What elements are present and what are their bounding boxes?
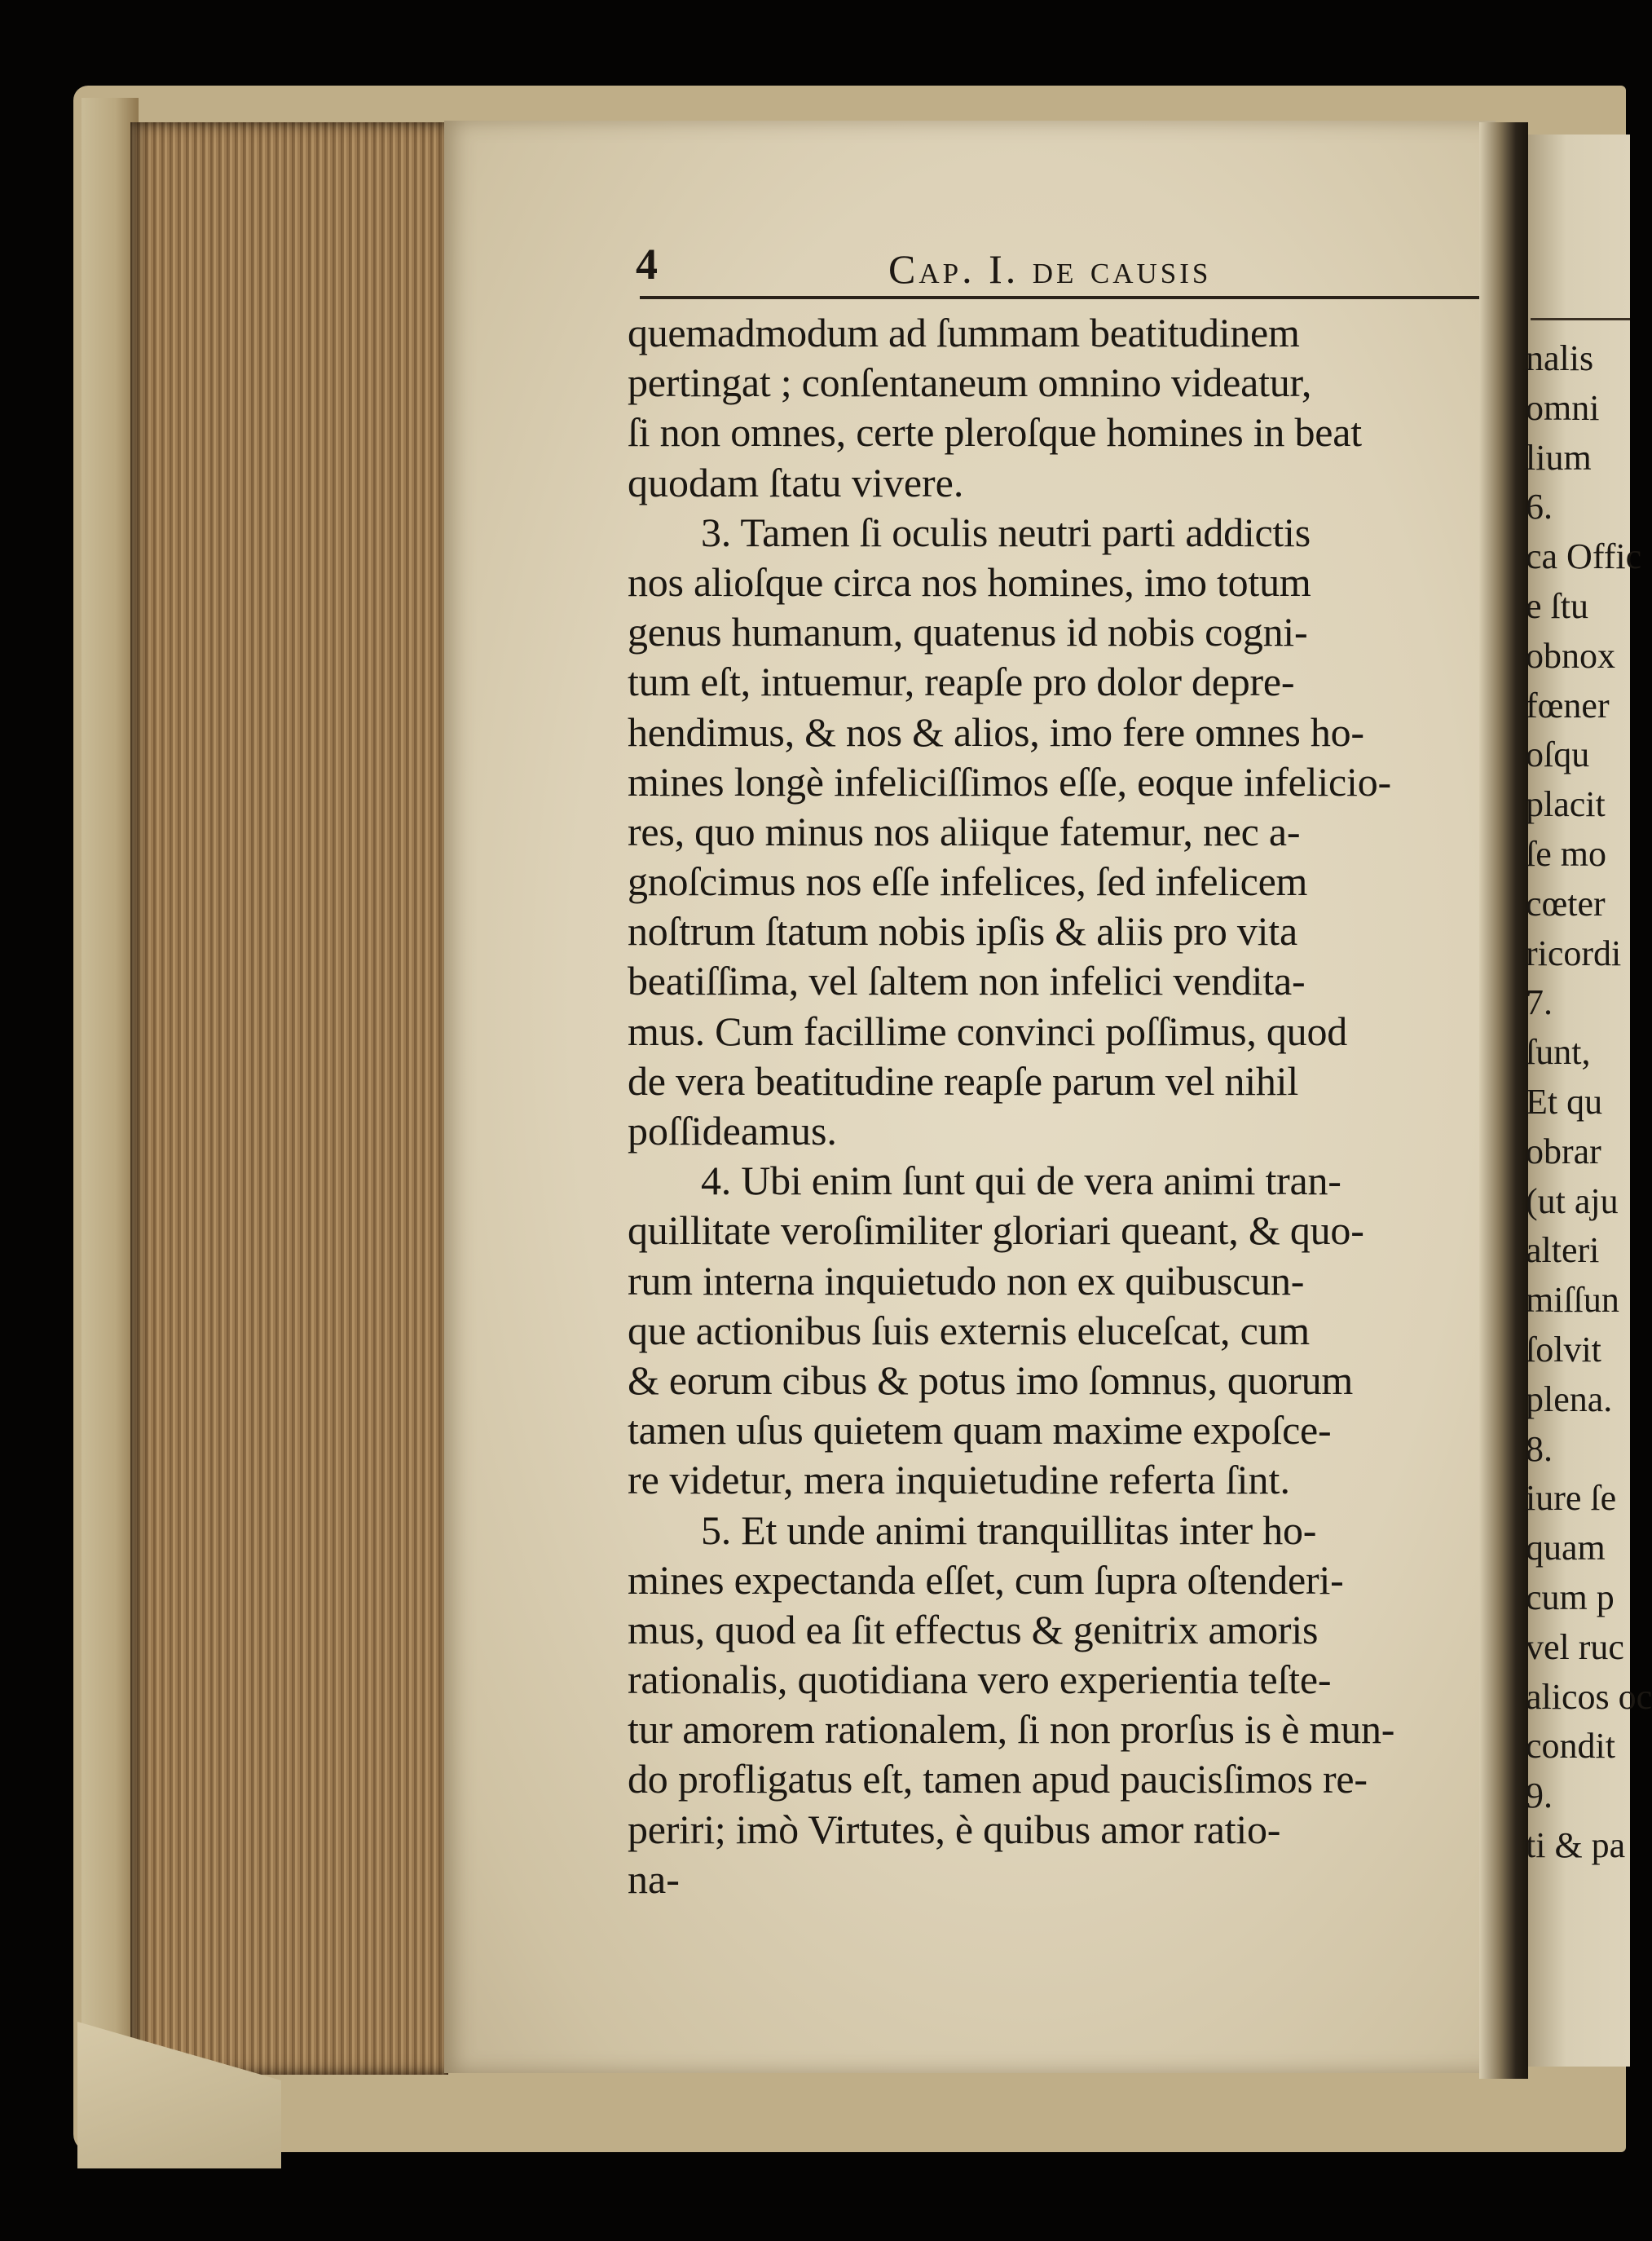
text-line: mines longè infeliciſſimos eſſe, eoque infelicio- xyxy=(628,758,1391,805)
text-line: do profligatus eſt, tamen apud paucisſimos re- xyxy=(628,1756,1368,1802)
text-line: pertingat ; conſentaneum omnino videatur, xyxy=(628,360,1312,406)
right-page-line: ricordi xyxy=(1526,933,1622,973)
header-rule xyxy=(640,296,1479,299)
text-line: tum eſt, intuemur, reapſe pro dolor depre- xyxy=(628,659,1295,705)
text-line: mines expectanda eſſet, cum ſupra oſtenderi- xyxy=(628,1556,1344,1603)
page-header xyxy=(636,239,1479,300)
text-line: mus, quod ea ſit effectus & genitrix amoris xyxy=(628,1606,1319,1652)
right-page-line: condit xyxy=(1526,1726,1615,1767)
right-page-line: placit xyxy=(1526,784,1606,825)
right-page-line: lium xyxy=(1526,437,1592,478)
right-page-line: alteri xyxy=(1526,1230,1600,1271)
right-page-line: ſolvit xyxy=(1526,1329,1601,1370)
right-page-line: 9. xyxy=(1526,1776,1553,1816)
right-page-line: obrar xyxy=(1526,1131,1601,1171)
text-line: quodam ſtatu vivere. xyxy=(628,459,964,505)
right-page-line: alicos oc xyxy=(1526,1676,1652,1717)
right-page-line: omni xyxy=(1526,387,1600,428)
right-page-line: vel ruc xyxy=(1526,1626,1624,1667)
text-line: mus. Cum facillime convinci poſſimus, quod xyxy=(628,1008,1347,1054)
text-line: 3. Tamen ſi oculis neutri parti addictis xyxy=(701,509,1311,555)
text-line: 5. Et unde animi tranquillitas inter ho- xyxy=(701,1506,1317,1553)
right-page-line: 7. xyxy=(1526,982,1553,1023)
page-edges-stack xyxy=(130,122,448,2075)
text-line: gnoſcimus nos eſſe infelices, ſed infelicem xyxy=(628,858,1308,905)
text-line: genus humanum, quatenus id nobis cogni- xyxy=(628,609,1308,655)
right-page-rule xyxy=(1531,318,1630,320)
right-page-line: 6. xyxy=(1526,487,1553,527)
text-line: beatiſſima, vel ſaltem non infelici vendita- xyxy=(628,958,1306,1004)
text-line: hendimus, & nos & alios, imo fere omnes ho- xyxy=(628,708,1364,755)
right-page-line: miſſun xyxy=(1526,1280,1619,1321)
text-line: nos alioſque circa nos homines, imo totum xyxy=(628,558,1311,605)
text-line: quemadmodum ad ſummam beatitudinem xyxy=(628,310,1300,355)
text-line: & eorum cibus & potus imo ſomnus, quorum xyxy=(628,1357,1353,1403)
right-page-line: fœner xyxy=(1526,685,1610,726)
text-line: que actionibus ſuis externis eluceſcat, cum xyxy=(628,1307,1310,1353)
right-page-line: ti & pa xyxy=(1526,1824,1626,1865)
right-page-line: cœter xyxy=(1526,883,1606,924)
text-line: 4. Ubi enim ſunt qui de vera animi tran- xyxy=(701,1158,1341,1204)
text-line: tamen uſus quietem quam maxime expoſce- xyxy=(628,1407,1332,1454)
right-page-line: plena. xyxy=(1526,1379,1613,1419)
text-line: rationalis, quotidiana vero experientia teſte- xyxy=(628,1656,1332,1703)
text-line: noſtrum ſtatum nobis ipſis & aliis pro vita xyxy=(628,908,1297,955)
right-page-line: iure ſe xyxy=(1526,1478,1617,1519)
text-line: re videtur, mera inquietudine referta ſint. xyxy=(628,1457,1290,1503)
page-number: 4 xyxy=(636,240,658,289)
right-page-line: 8. xyxy=(1526,1428,1553,1469)
text-line: tur amorem rationalem, ſi non prorſus is è mun- xyxy=(628,1706,1395,1753)
text-line: periri; imò Virtutes, è quibus amor ratio- xyxy=(628,1806,1281,1852)
right-page-line: quam xyxy=(1526,1528,1606,1568)
right-page-line: nalis xyxy=(1526,338,1594,378)
text-line: res, quo minus nos aliique fatemur, nec a- xyxy=(628,808,1301,854)
text-line: quillitate veroſimiliter gloriari queant, & quo- xyxy=(628,1207,1364,1254)
right-page-line: (ut aju xyxy=(1526,1180,1619,1221)
right-page-line: cum p xyxy=(1526,1577,1615,1617)
text-line: rum interna inquietudo non ex quibuscun- xyxy=(628,1257,1305,1304)
right-page-line: oſqu xyxy=(1526,735,1590,775)
right-page-line: ſe mo xyxy=(1526,833,1606,874)
running-head: Cap. I. de causis xyxy=(888,246,1212,292)
right-page-line: Et qu xyxy=(1526,1081,1603,1122)
right-page-line: ca Offic xyxy=(1526,536,1642,577)
text-line: poſſideamus. xyxy=(628,1108,837,1154)
right-page-line: ſunt, xyxy=(1526,1032,1591,1073)
text-line: de vera beatitudine reapſe parum vel nihil xyxy=(628,1057,1298,1104)
page-text xyxy=(628,308,1487,1904)
right-page-text xyxy=(1526,334,1652,1871)
right-page-line: obnox xyxy=(1526,635,1615,676)
text-line: na- xyxy=(628,1855,680,1902)
text-line: ſi non omnes, certe pleroſque homines in beat xyxy=(628,409,1362,456)
right-page-line: e ſtu xyxy=(1526,585,1588,626)
